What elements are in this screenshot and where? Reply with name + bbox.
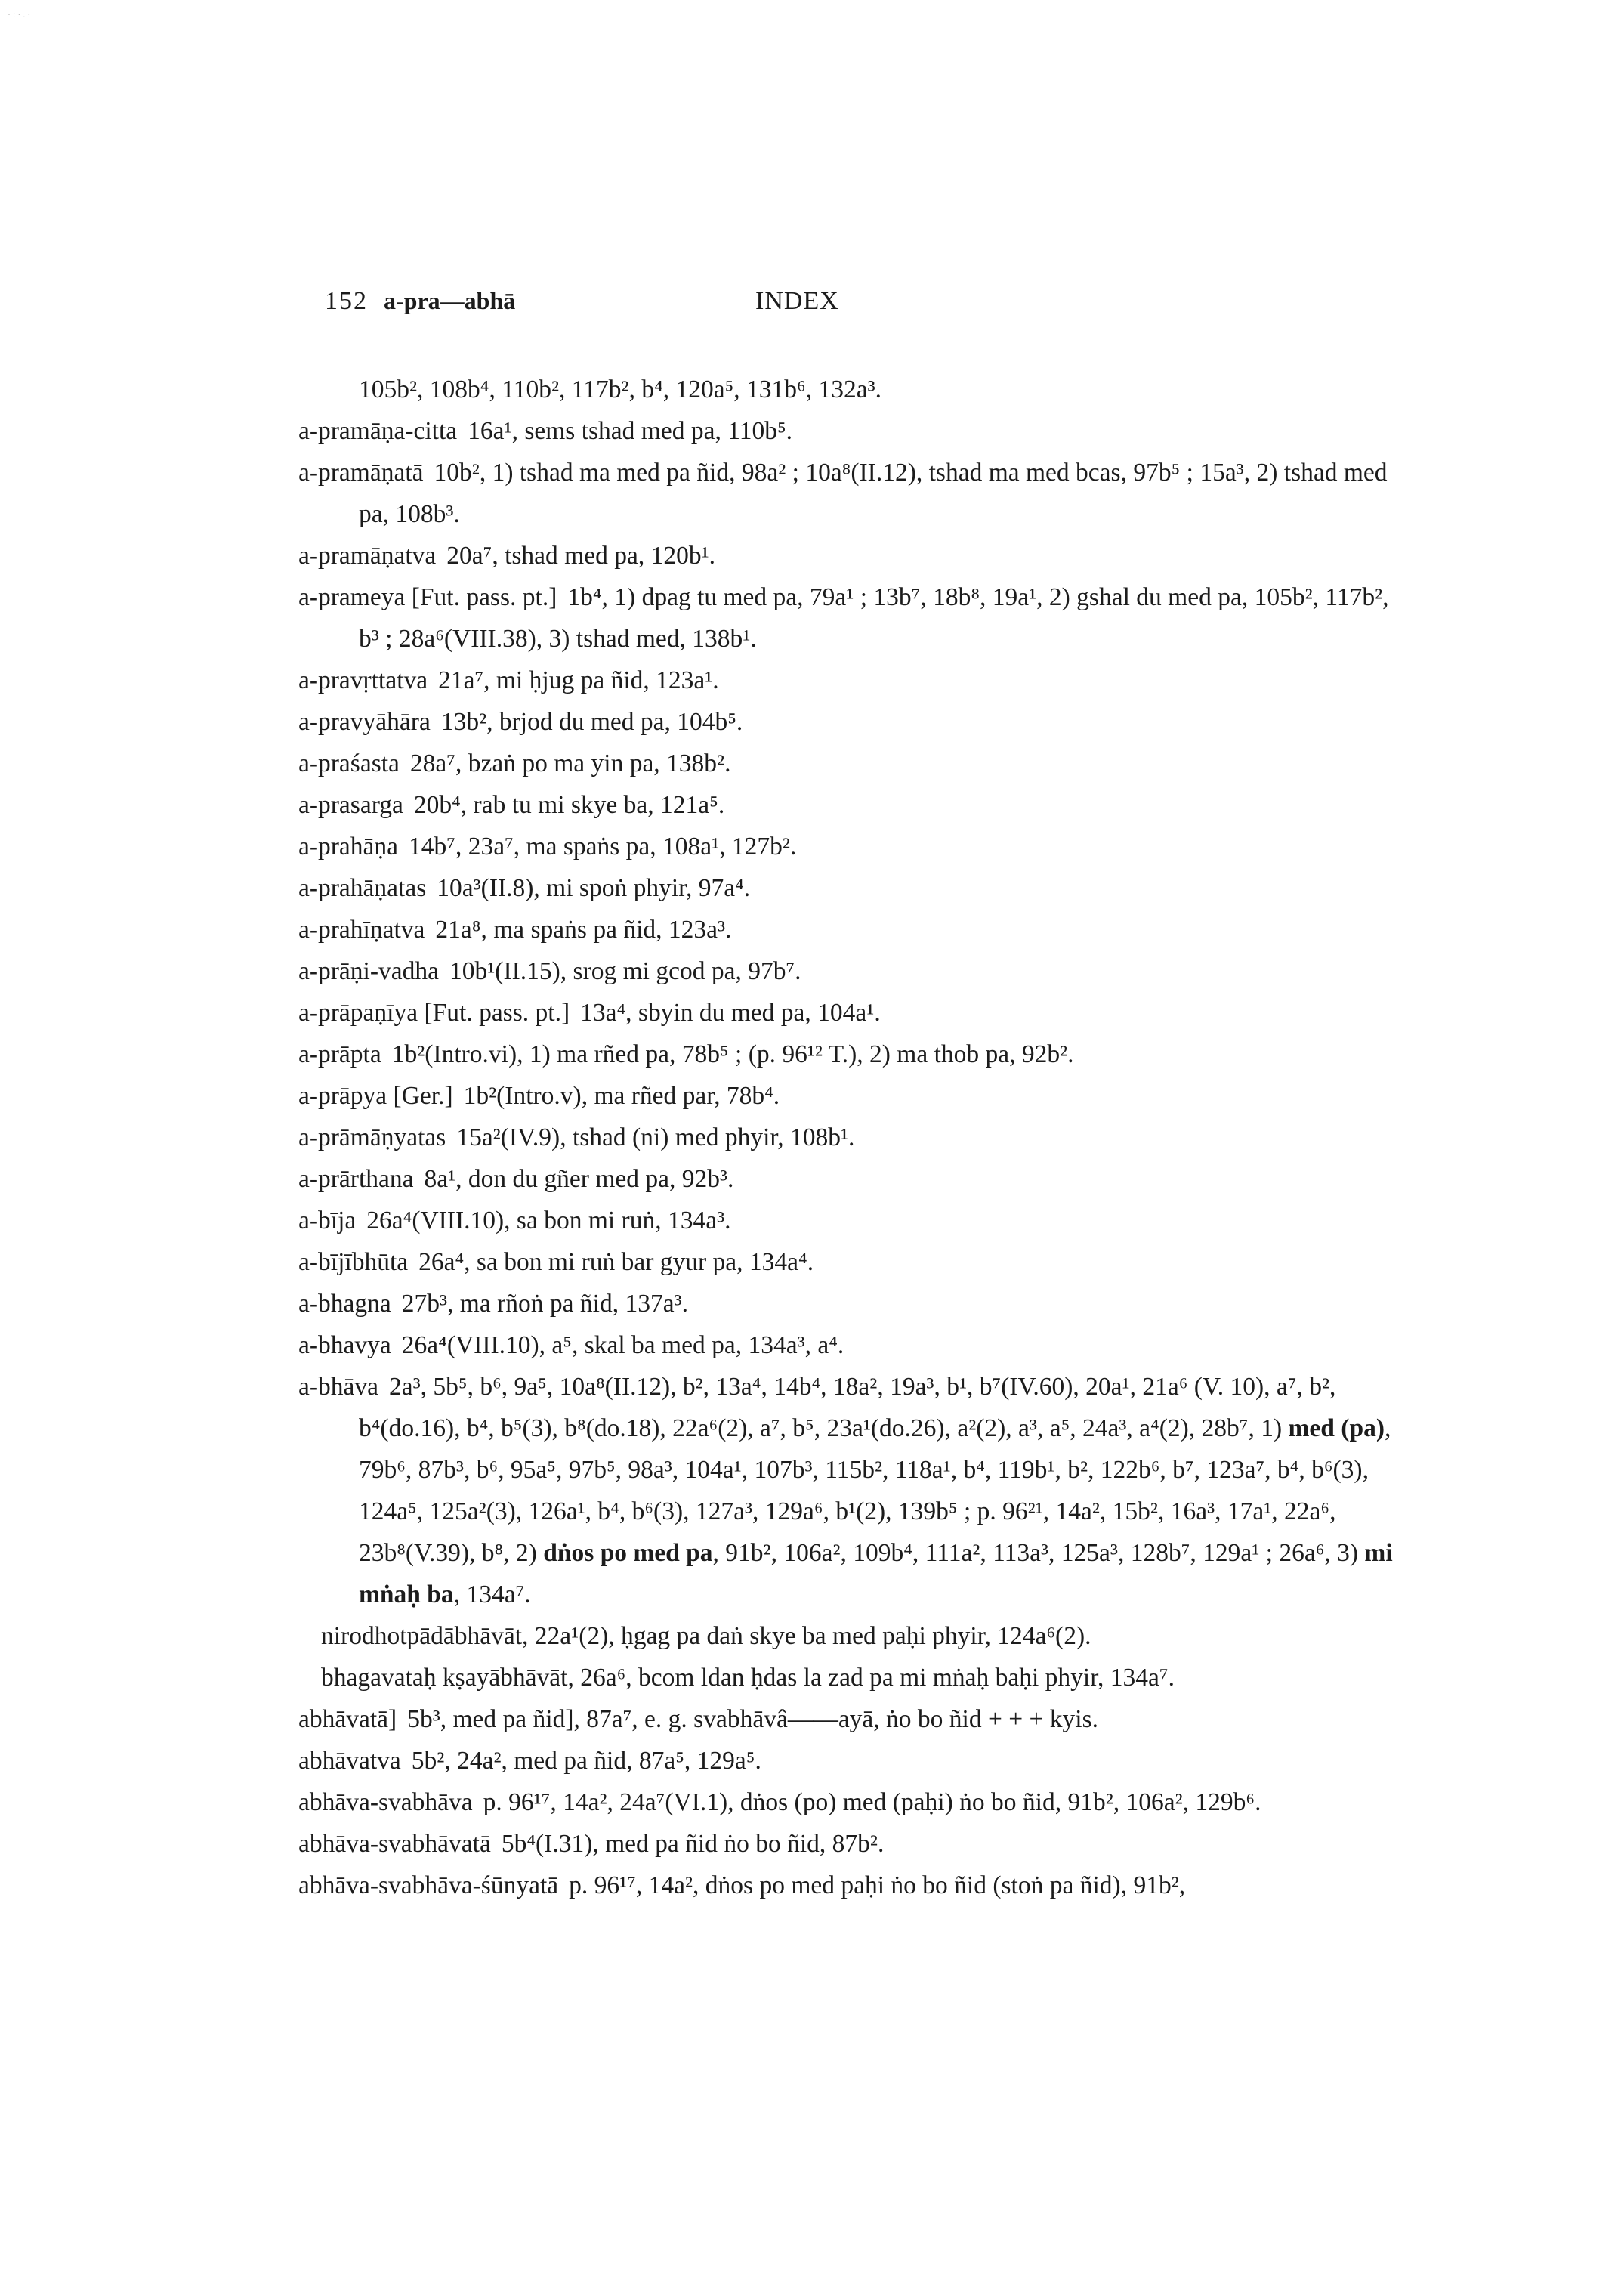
entry-text: 26a⁴(VIII.10), sa bon mi ruṅ, 134a³. (366, 1207, 731, 1235)
entry-text: , 134a⁷. (453, 1581, 531, 1608)
entry-headword: a-bīja (298, 1207, 357, 1235)
entry-text: 14b⁷, 23a⁷, ma spaṅs pa, 108a¹, 127b². (409, 833, 797, 861)
entry-text: 8a¹, don du gñer med pa, 92b³. (424, 1165, 734, 1193)
index-entry (298, 410, 1409, 452)
entry-text: bhagavataḥ kṣayābhāvāt, 26a⁶, bcom ldan ḥdas la zad pa mi mṅaḥ baḥi phyir, 134a⁷. (321, 1664, 1175, 1692)
entry-text: 26a⁴, sa bon mi ruṅ bar gyur pa, 134a⁴. (418, 1248, 814, 1276)
index-entry (298, 1781, 1409, 1823)
entry-headword: a-prameya [Fut. pass. pt.] (298, 583, 557, 611)
index-entry (298, 1657, 1409, 1698)
entry-headword: a-prāmāṇyatas (298, 1123, 446, 1151)
index-entry (298, 1241, 1409, 1283)
index-entry (298, 1615, 1409, 1657)
entry-text: 13b², brjod du med pa, 104b⁵. (440, 708, 743, 736)
entry-text: 1b²(Intro.vi), 1) ma rñed pa, 78b⁵ ; (p. 96¹² T.), 2) ma thob pa, 92b². (391, 1040, 1074, 1068)
index-entry (298, 452, 1409, 535)
entry-headword: a-prārthana (298, 1165, 414, 1193)
index-entry (298, 950, 1409, 992)
scan-speckle: ·:·.· (8, 9, 33, 20)
entry-text: 10b², 1) tshad ma med pa ñid, 98a² ; 10a⁸(II.12), tshad ma med bcas, 97b⁵ ; 15a³, 2) tshad med pa, 108b³. (359, 459, 1388, 528)
index-entry (298, 784, 1409, 826)
entry-text: 10b¹(II.15), srog mi gcod pa, 97b⁷. (449, 957, 801, 985)
entry-text: 105b², 108b⁴, 110b², 117b², b⁴, 120a⁵, 131b⁶, 132a³. (359, 375, 882, 403)
entry-headword: abhāva-svabhāvatā (298, 1830, 491, 1858)
entry-text: 20b⁴, rab tu mi skye ba, 121a⁵. (413, 791, 725, 819)
entry-headword: abhāvatva (298, 1747, 401, 1775)
entry-text: 21a⁸, ma spaṅs pa ñid, 123a³. (435, 916, 732, 944)
index-entry (298, 743, 1409, 784)
entry-text: 5b³, med pa ñid], 87a⁷, e. g. svabhāvâ——ayā, ṅo bo ñid + + + kyis. (407, 1705, 1099, 1733)
index-entries (298, 369, 1409, 1906)
entry-headword: a-prahāṇa (298, 833, 399, 861)
entry-text: 16a¹, sems tshad med pa, 110b⁵. (468, 417, 793, 445)
entry-text: p. 96¹⁷, 14a², dṅos po med paḥi ṅo bo ñid (stoṅ pa ñid), 91b², (569, 1871, 1186, 1899)
index-entry (298, 826, 1409, 867)
entry-text: 10a³(II.8), mi spoṅ phyir, 97a⁴. (437, 874, 751, 902)
entry-text: 28a⁷, bzaṅ po ma yin pa, 138b². (409, 749, 731, 777)
index-entry (298, 1158, 1409, 1200)
entry-headword: a-bhāva (298, 1373, 379, 1401)
entry-text: 5b⁴(I.31), med pa ñid ṅo bo ñid, 87b². (501, 1830, 885, 1858)
index-entry (298, 369, 1409, 410)
index-entry (298, 992, 1409, 1034)
index-entry (298, 576, 1409, 660)
entry-headword: a-prahāṇatas (298, 874, 427, 902)
entry-headword: abhāva-svabhāva (298, 1788, 473, 1816)
entry-text: 1b⁴, 1) dpag tu med pa, 79a¹ ; 13b⁷, 18b⁸, 19a¹, 2) gshal du med pa, 105b², 117b², b³ ; 28a⁶(VIII.38), 3) tshad med, 138b¹. (359, 583, 1389, 653)
index-entry (298, 867, 1409, 909)
entry-headword: abhāva-svabhāva-śūnyatā (298, 1871, 559, 1899)
entry-headword: a-prahīṇatva (298, 916, 425, 944)
header-range: a-pra—abhā (384, 287, 516, 314)
entry-headword: a-prāpta (298, 1040, 381, 1068)
entry-text: 2a³, 5b⁵, b⁶, 9a⁵, 10a⁸(II.12), b², 13a⁴, 14b⁴, 18a², 19a³, b¹, b⁷(IV.60), 20a¹, 21a⁶ (V. 10), a⁷, b², b⁴(do.16), b⁴, b⁵(3), b⁸(do.18), 22a⁶(2), a⁷, b⁵, 23a¹(do.26), a²(2), a³, a⁵, 24a³, a⁴(2), 28b⁷, 1) (359, 1373, 1336, 1442)
entry-headword: a-prāpaṇīya [Fut. pass. pt.] (298, 999, 570, 1027)
entry-text: , 91b², 106a², 109b⁴, 111a², 113a³, 125a³, 128b⁷, 129a¹ ; 26a⁶, 3) (712, 1539, 1365, 1567)
entry-headword: a-pramāṇatva (298, 542, 437, 570)
entry-headword: a-bhagna (298, 1290, 391, 1318)
entry-headword: a-pravyāhāra (298, 708, 431, 736)
index-entry (298, 1075, 1409, 1117)
index-entry (298, 1117, 1409, 1158)
index-entry (298, 1698, 1409, 1740)
entry-text: 13a⁴, sbyin du med pa, 104a¹. (580, 999, 881, 1027)
header-title: INDEX (755, 287, 839, 315)
page-number: 152 (325, 287, 368, 315)
entry-headword: a-prāṇi-vadha (298, 957, 440, 985)
entry-headword: a-pravṛttatva (298, 666, 428, 694)
index-entry (298, 1823, 1409, 1865)
entry-headword: abhāvatā] (298, 1705, 397, 1733)
index-entry (298, 1865, 1409, 1906)
entry-bold-gloss: mi mṅaḥ ba (359, 1539, 1393, 1608)
entry-text: 21a⁷, mi ḥjug pa ñid, 123a¹. (438, 666, 719, 694)
entry-headword: a-bījībhūta (298, 1248, 409, 1276)
running-header (325, 287, 1397, 325)
index-entry (298, 909, 1409, 950)
entry-headword: a-bhavya (298, 1331, 391, 1359)
entry-text: 5b², 24a², med pa ñid, 87a⁵, 129a⁵. (411, 1747, 761, 1775)
index-entry (298, 1034, 1409, 1075)
entry-headword: a-praśasta (298, 749, 400, 777)
entry-text: nirodhotpādābhāvāt, 22a¹(2), ḥgag pa daṅ skye ba med paḥi phyir, 124a⁶(2). (321, 1622, 1091, 1650)
index-entry (298, 701, 1409, 743)
entry-headword: a-prasarga (298, 791, 403, 819)
index-entry (298, 535, 1409, 576)
index-entry (298, 1283, 1409, 1324)
entry-text: 26a⁴(VIII.10), a⁵, skal ba med pa, 134a³, a⁴. (401, 1331, 844, 1359)
entry-headword: a-prāpya [Ger.] (298, 1082, 453, 1110)
entry-bold-gloss: dṅos po med pa (543, 1539, 713, 1567)
entry-text: 20a⁷, tshad med pa, 120b¹. (446, 542, 716, 570)
index-entry (298, 1366, 1409, 1615)
entry-text: , 79b⁶, 87b³, b⁶, 95a⁵, 97b⁵, 98a³, 104a¹, 107b³, 115b², 118a¹, b⁴, 119b¹, b², 122b⁶, b⁷, 123a⁷, b⁴, b⁶(3), 124a⁵, 125a²(3), 126a¹, b⁴, b⁶(3), 127a³, 129a⁶, b¹(2), 139b⁵ ; p. 96²¹, 14a², 15b², 16a³, 17a¹, 22a⁶, 23b⁸(V.39), b⁸, 2) (359, 1414, 1391, 1567)
index-entry (298, 1740, 1409, 1781)
index-entry (298, 1200, 1409, 1241)
entry-headword: a-pramāṇa-citta (298, 417, 458, 445)
index-entry (298, 660, 1409, 701)
index-entry (298, 1324, 1409, 1366)
entry-text: 27b³, ma rñoṅ pa ñid, 137a³. (401, 1290, 688, 1318)
entry-bold-gloss: med (pa) (1288, 1414, 1385, 1442)
entry-text: 15a²(IV.9), tshad (ni) med phyir, 108b¹. (456, 1123, 855, 1151)
entry-text: p. 96¹⁷, 14a², 24a⁷(VI.1), dṅos (po) med (paḥi) ṅo bo ñid, 91b², 106a², 129b⁶. (483, 1788, 1261, 1816)
entry-headword: a-pramāṇatā (298, 459, 424, 487)
entry-text: 1b²(Intro.v), ma rñed par, 78b⁴. (463, 1082, 780, 1110)
